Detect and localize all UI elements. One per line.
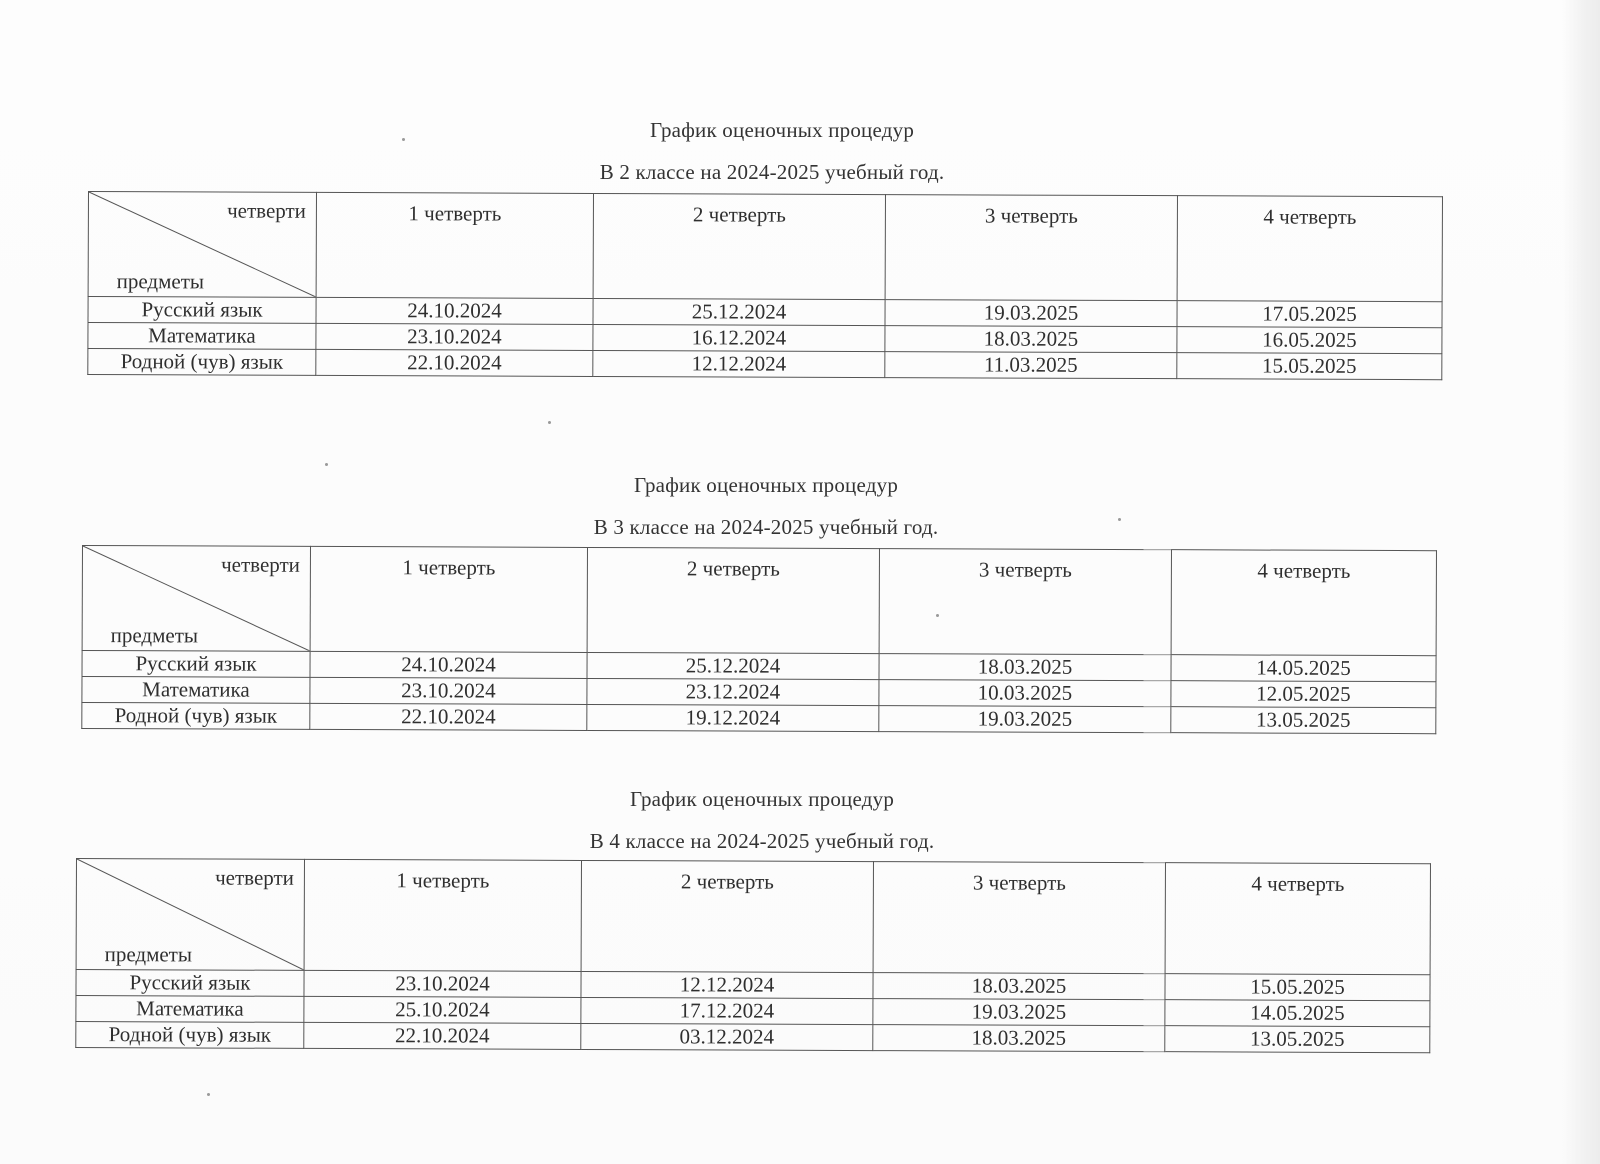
- date-cell: 19.03.2025: [879, 706, 1171, 733]
- schedule-title: График оценочных процедур: [633, 473, 899, 497]
- quarter-label: 1 четверть: [408, 201, 502, 226]
- quarter-label: 3 четверть: [972, 870, 1066, 895]
- date-cell: 24.10.2024: [310, 651, 587, 678]
- corner-label-quarters: четверти: [227, 198, 306, 223]
- subject-cell: Родной (чув) язык: [82, 703, 310, 730]
- table-row: [82, 703, 1436, 734]
- date-cell: 11.03.2025: [885, 352, 1177, 379]
- subject-cell: Русский язык: [76, 970, 304, 997]
- quarter-header-cell: [587, 547, 879, 653]
- quarter-label: 2 четверть: [692, 202, 786, 227]
- quarter-label: 4 четверть: [1257, 558, 1351, 583]
- date-cell: 19.12.2024: [587, 704, 879, 731]
- date-cell: 13.05.2025: [1171, 707, 1436, 734]
- corner-label-quarters: четверти: [215, 865, 294, 890]
- table-row: [76, 1022, 1430, 1053]
- quarter-label: 4 четверть: [1251, 871, 1345, 896]
- quarter-header-cell: [581, 860, 873, 972]
- corner-label-subjects: предметы: [104, 942, 193, 967]
- scan-speck: [207, 1093, 210, 1096]
- date-cell: 10.03.2025: [879, 680, 1171, 707]
- date-cell: 25.10.2024: [304, 996, 581, 1023]
- quarter-header-cell: [879, 549, 1171, 655]
- quarter-header-cell: [310, 546, 587, 652]
- date-cell: 12.05.2025: [1171, 681, 1436, 708]
- date-cell: 16.05.2025: [1177, 327, 1442, 354]
- schedule-title: График оценочных процедур: [649, 118, 915, 142]
- date-cell: 23.12.2024: [587, 678, 879, 705]
- date-cell: 18.03.2025: [873, 973, 1165, 1000]
- date-cell: 25.12.2024: [587, 652, 879, 679]
- quarter-header-cell: [885, 195, 1177, 301]
- header-row: [88, 192, 1442, 302]
- subject-cell: Родной (чув) язык: [76, 1022, 304, 1049]
- corner-label-subjects: предметы: [116, 269, 205, 294]
- date-cell: 23.10.2024: [310, 677, 587, 704]
- subject-cell: Русский язык: [88, 297, 316, 324]
- date-cell: 14.05.2025: [1165, 1000, 1430, 1027]
- schedule-subtitle: В 3 классе на 2024-2025 учебный год.: [593, 515, 939, 539]
- quarter-header-cell: [304, 859, 581, 971]
- date-cell: 17.12.2024: [581, 997, 873, 1024]
- date-cell: 19.03.2025: [873, 999, 1165, 1026]
- table-row: [88, 349, 1442, 380]
- date-cell: 22.10.2024: [310, 703, 587, 730]
- date-cell: 23.10.2024: [304, 970, 581, 997]
- date-cell: 15.05.2025: [1177, 353, 1442, 380]
- corner-header-cell: [82, 546, 310, 652]
- date-cell: 23.10.2024: [316, 323, 593, 350]
- quarter-label: 3 четверть: [984, 203, 1078, 228]
- quarter-header-cell: [593, 193, 885, 299]
- date-cell: 12.12.2024: [593, 350, 885, 377]
- date-cell: 18.03.2025: [879, 654, 1171, 681]
- quarter-label: 3 четверть: [978, 557, 1072, 582]
- date-cell: 25.12.2024: [593, 298, 885, 325]
- subject-cell: Математика: [88, 323, 316, 350]
- subject-cell: Русский язык: [82, 651, 310, 678]
- corner-header-cell: [76, 859, 304, 971]
- quarter-label: 2 четверть: [686, 556, 780, 581]
- quarter-label: 1 четверть: [402, 555, 496, 580]
- date-cell: 03.12.2024: [581, 1023, 873, 1050]
- quarter-header-cell: [873, 862, 1165, 974]
- quarter-header-cell: [1177, 196, 1442, 302]
- date-cell: 17.05.2025: [1177, 301, 1442, 328]
- schedule-title: График оценочных процедур: [629, 787, 895, 811]
- subject-cell: Математика: [76, 996, 304, 1023]
- date-cell: 24.10.2024: [316, 297, 593, 324]
- date-cell: 18.03.2025: [885, 326, 1177, 353]
- schedule-subtitle: В 4 классе на 2024-2025 учебный год.: [589, 829, 935, 853]
- scan-speck: [325, 463, 328, 466]
- assessment-schedule-table: [87, 191, 1443, 380]
- quarter-label: 4 четверть: [1263, 204, 1357, 229]
- date-cell: 19.03.2025: [885, 300, 1177, 327]
- schedule-subtitle: В 2 классе на 2024-2025 учебный год.: [599, 160, 945, 184]
- subject-cell: Математика: [82, 677, 310, 704]
- date-cell: 22.10.2024: [304, 1022, 581, 1049]
- date-cell: 13.05.2025: [1165, 1026, 1430, 1053]
- date-cell: 16.12.2024: [593, 324, 885, 351]
- quarter-header-cell: [316, 192, 593, 298]
- corner-label-quarters: четверти: [221, 552, 300, 577]
- quarter-header-cell: [1165, 863, 1430, 975]
- date-cell: 22.10.2024: [316, 349, 593, 376]
- quarter-header-cell: [1171, 550, 1436, 656]
- quarter-label: 2 четверть: [680, 869, 774, 894]
- header-row: [82, 546, 1436, 656]
- assessment-schedule-table: [81, 545, 1437, 734]
- date-cell: 18.03.2025: [873, 1025, 1165, 1052]
- assessment-schedule-table: [75, 858, 1431, 1053]
- scan-speck: [548, 421, 551, 424]
- date-cell: 15.05.2025: [1165, 974, 1430, 1001]
- date-cell: 12.12.2024: [581, 971, 873, 998]
- corner-label-subjects: предметы: [110, 623, 199, 648]
- quarter-label: 1 четверть: [396, 868, 490, 893]
- header-row: [76, 859, 1430, 975]
- corner-header-cell: [88, 192, 316, 298]
- subject-cell: Родной (чув) язык: [88, 349, 316, 376]
- date-cell: 14.05.2025: [1171, 655, 1436, 682]
